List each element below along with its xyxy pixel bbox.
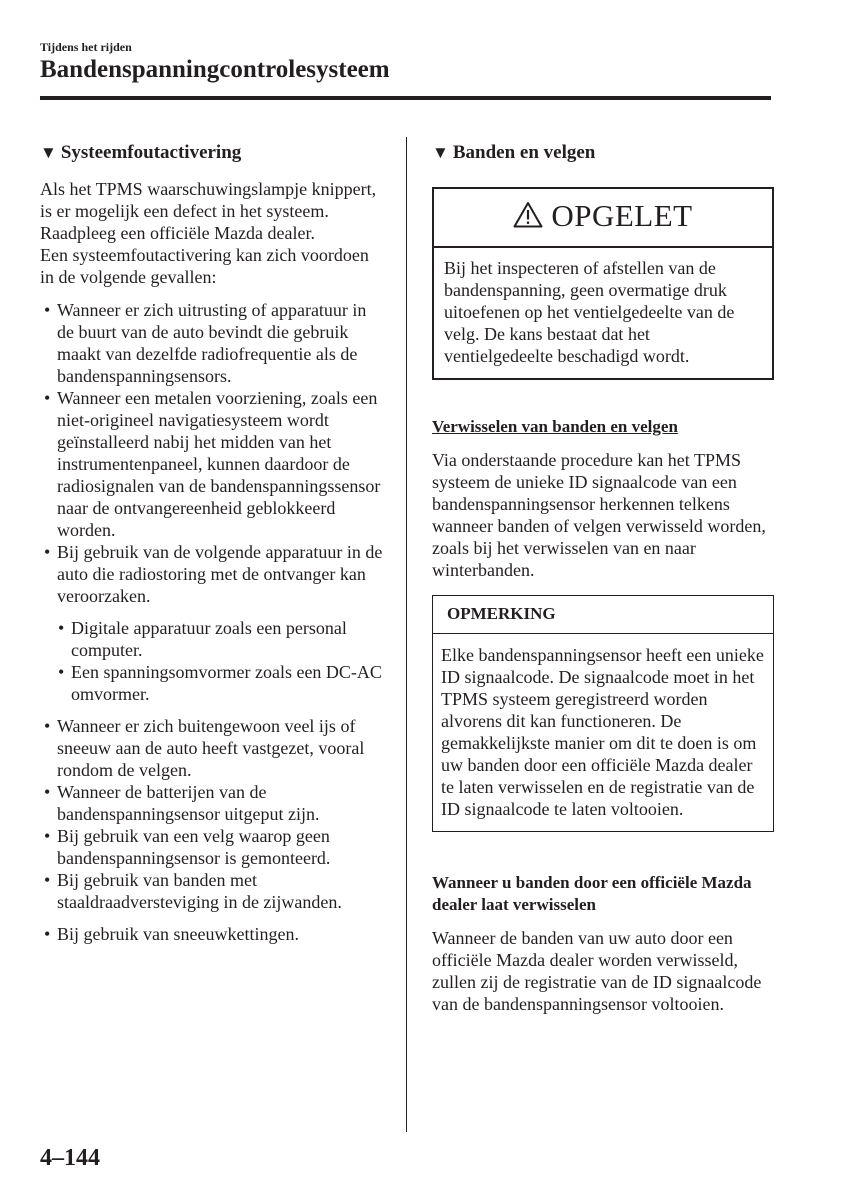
column-divider	[406, 137, 407, 1132]
sub-list-item: • Digitale apparatuur zoals een personal computer.	[58, 618, 347, 660]
bullet-list-b	[40, 715, 385, 913]
note-title: OPMERKING	[433, 596, 773, 634]
note-box	[432, 595, 774, 832]
warning-triangle-icon	[513, 201, 543, 235]
list-item: • Wanneer er zich uitrusting of apparatuur in de buurt van de auto bevindt die gebruik maakt van dezelfde radiofrequentie als de bandenspanningsensors.	[44, 300, 367, 386]
list-item: • Wanneer een metalen voorziening, zoals een niet-origineel navigatiesysteem wordt geïnstalleerd nabij het midden van het instrumentenpaneel, kunnen daardoor de radiosignalen van de bandenspanningssensor naar de ontvangereenheid geblokkeerd worden.	[44, 388, 381, 540]
caution-title-label: OPGELET	[551, 198, 693, 233]
bullet-list-a	[40, 299, 385, 607]
bullet-list-c	[40, 923, 385, 945]
caution-title	[434, 189, 772, 248]
procedure-paragraph: Via onderstaande procedure kan het TPMS systeem de unieke ID signaalcode van een bandenspanningsensor herkennen telkens wanneer banden of velgen verwisseld worden, zoals bij het verwisselen van en naar winterbanden.	[432, 450, 766, 580]
section-heading-label: Banden en velgen	[452, 142, 596, 163]
caution-box	[432, 187, 774, 380]
right-column	[432, 141, 774, 1015]
dealer-paragraph: Wanneer de banden van uw auto door een officiële Mazda dealer worden verwisseld, zullen zij de registratie van de ID signaalcode van de bandenspanningsensor voltooien.	[432, 928, 762, 1014]
page-title: Bandenspanningcontrolesysteem	[40, 56, 390, 83]
list-item: • Bij gebruik van sneeuwkettingen.	[44, 924, 299, 944]
subheading-verwisselen: Verwisselen van banden en velgen	[432, 417, 678, 436]
list-item: • Wanneer de batterijen van de bandenspanningsensor uitgeput zijn.	[44, 782, 320, 824]
section-heading-label: Systeemfoutactivering	[60, 142, 242, 163]
down-triangle-icon: ▼	[432, 143, 449, 162]
left-column	[40, 141, 385, 945]
caution-body: Bij het inspecteren of afstellen van de bandenspanning, geen overmatige druk uitoefenen op het ventielgedeelte van de velg. De kans bestaat dat het ventielgedeelte beschadigd wordt.	[444, 258, 735, 366]
sub-list-item: • Een spanningsomvormer zoals een DC-AC omvormer.	[58, 662, 382, 704]
list-item: • Bij gebruik van de volgende apparatuur in de auto die radiostoring met de ontvanger kan veroorzaken.	[44, 542, 383, 606]
sub-bullet-list	[54, 617, 385, 705]
list-item: • Bij gebruik van een velg waarop geen bandenspanningsensor is gemonteerd.	[44, 826, 331, 868]
header-rule	[40, 96, 771, 100]
list-item: • Wanneer er zich buitengewoon veel ijs of sneeuw aan de auto heeft vastgezet, vooral rondom de velgen.	[44, 716, 365, 780]
running-header: Tijdens het rijden	[40, 40, 132, 54]
section-heading-systeemfout	[40, 141, 385, 165]
page-number: 4–144	[40, 1145, 100, 1171]
intro-paragraph-2: Een systeemfoutactivering kan zich voordoen in de volgende gevallen:	[40, 245, 369, 287]
list-item: • Bij gebruik van banden met staaldraadversteviging in de zijwanden.	[44, 870, 342, 912]
intro-paragraph: Als het TPMS waarschuwingslampje knippert, is er mogelijk een defect in het systeem. Raadpleeg een officiële Mazda dealer.	[40, 179, 377, 243]
note-body: Elke bandenspanningsensor heeft een unieke ID signaalcode. De signaalcode moet in het TPMS systeem geregistreerd worden alvorens dit kan functioneren. De gemakkelijkste manier om dit te doen is om uw banden door een officiële Mazda dealer te laten verwisselen en de registratie van de ID signaalcode te laten voltooien.	[441, 645, 764, 819]
subheading-dealer: Wanneer u banden door een officiële Mazda dealer laat verwisselen	[432, 873, 752, 914]
down-triangle-icon: ▼	[40, 143, 57, 162]
section-heading-banden	[432, 141, 774, 165]
